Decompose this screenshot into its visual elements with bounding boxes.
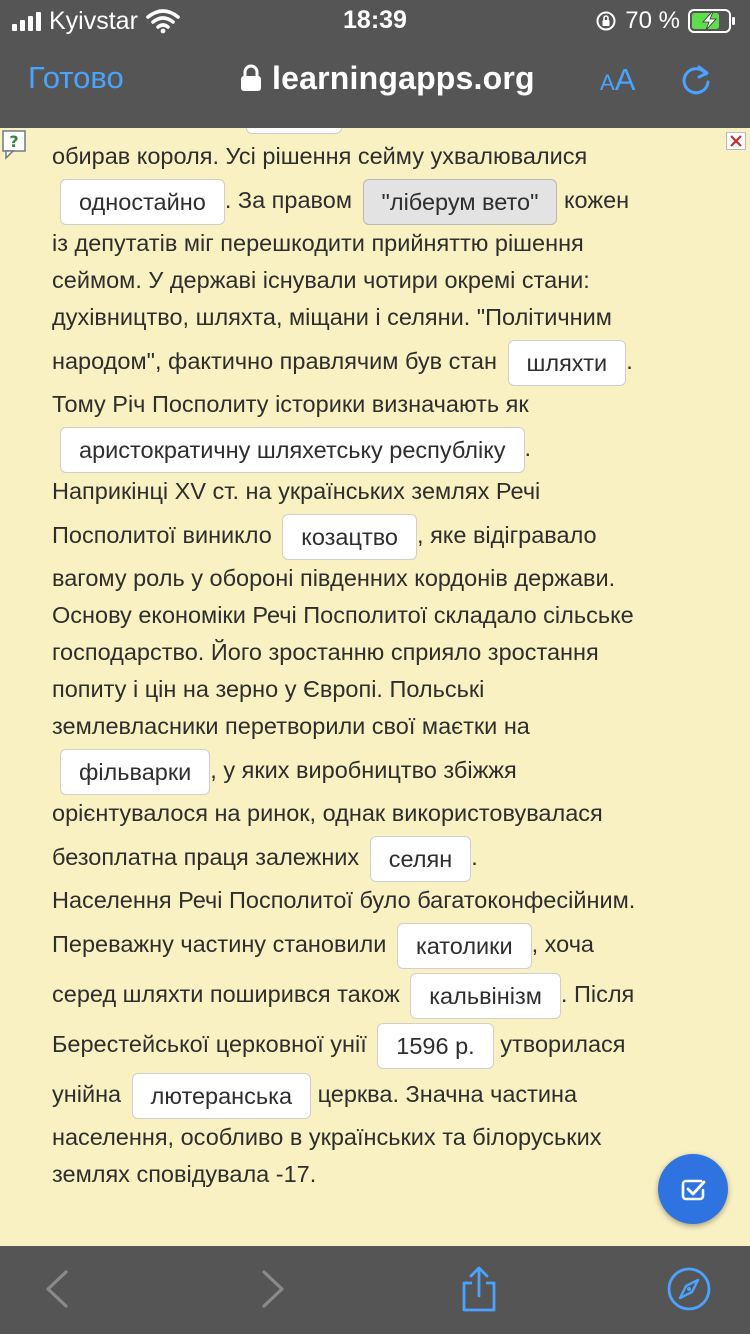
forward-arrow-icon[interactable] bbox=[250, 1266, 296, 1312]
text-line bbox=[52, 1156, 702, 1193]
rotation-lock-icon bbox=[595, 10, 617, 32]
text-fragment: , у яких виробництво збіжжя bbox=[210, 757, 517, 783]
answer-blank[interactable]: селян bbox=[370, 836, 471, 882]
text-fragment: , яке відігравало bbox=[417, 522, 597, 548]
text-fragment: Тому Річ Посполиту історики визначають як bbox=[52, 391, 529, 417]
answer-blank[interactable]: аристократичну шляхетську республіку bbox=[60, 427, 525, 473]
text-line bbox=[52, 423, 702, 473]
text-line bbox=[52, 299, 702, 336]
text-fragment: Основу економіки Речі Посполитої складало сільське bbox=[52, 602, 634, 628]
text-fragment: Посполитої виникло bbox=[52, 522, 272, 548]
answer-blank[interactable]: католики bbox=[397, 923, 532, 969]
text-line bbox=[52, 919, 702, 969]
text-fragment: сеймом. У державі існували чотири окремі стани: bbox=[52, 267, 590, 293]
text-line bbox=[52, 795, 702, 832]
text-line bbox=[52, 1019, 702, 1069]
padlock-icon bbox=[240, 64, 262, 92]
answer-blank-partial[interactable] bbox=[246, 128, 342, 134]
text-fragment: Переважну частину становили bbox=[52, 931, 387, 957]
answer-blank[interactable]: козацтво bbox=[282, 514, 417, 560]
text-line bbox=[52, 969, 702, 1019]
text-fragment: . bbox=[471, 844, 478, 870]
text-fragment: кожен bbox=[564, 187, 630, 213]
check-icon bbox=[677, 1173, 709, 1205]
text-line bbox=[52, 336, 702, 386]
clock: 18:39 bbox=[343, 6, 407, 34]
text-size-small-glyph: A bbox=[600, 70, 615, 95]
text-line bbox=[52, 882, 702, 919]
text-line bbox=[52, 708, 702, 745]
text-fragment: духівництво, шляхта, міщани і селяни. "Політичним bbox=[52, 304, 612, 330]
answer-blank-selected[interactable]: "ліберум вето" bbox=[363, 179, 558, 225]
answer-blank[interactable]: фільварки bbox=[60, 749, 210, 795]
text-fragment: орієнтувалося на ринок, однак використовувалася bbox=[52, 800, 603, 826]
answer-blank[interactable]: 1596 р. bbox=[377, 1023, 493, 1069]
fullscreen-toggle-icon[interactable] bbox=[726, 132, 746, 150]
text-line bbox=[52, 560, 702, 597]
text-fragment: утворилася bbox=[500, 1031, 626, 1057]
answer-blank[interactable]: кальвінізм bbox=[410, 973, 561, 1019]
reload-icon[interactable] bbox=[676, 60, 716, 100]
svg-text:?: ? bbox=[9, 132, 19, 151]
text-fragment: . За правом bbox=[224, 187, 352, 213]
text-line bbox=[52, 745, 702, 795]
carrier-name: Kyivstar bbox=[49, 6, 138, 35]
text-line bbox=[52, 671, 702, 708]
text-line bbox=[52, 510, 702, 560]
text-size-button[interactable] bbox=[600, 62, 635, 98]
text-line bbox=[52, 832, 702, 882]
text-fragment: населення, особливо в українських та білоруських bbox=[52, 1124, 602, 1150]
text-size-big-glyph: A bbox=[614, 62, 636, 97]
share-icon[interactable] bbox=[456, 1266, 502, 1312]
text-fragment: церква. Значна частина bbox=[317, 1081, 578, 1107]
check-answers-button[interactable] bbox=[658, 1154, 728, 1224]
text-line bbox=[52, 386, 702, 423]
text-fragment: безоплатна праця залежних bbox=[52, 844, 360, 870]
text-fragment: серед шляхти поширився також bbox=[52, 981, 400, 1007]
answer-blank[interactable]: шляхти bbox=[508, 340, 627, 386]
battery-percentage: 70 % bbox=[625, 7, 680, 34]
text-line bbox=[52, 262, 702, 299]
url-text: learningapps.org bbox=[272, 59, 535, 96]
text-line bbox=[52, 473, 702, 510]
text-fragment: вагому роль у обороні південних кордонів держави. bbox=[52, 565, 616, 591]
browser-nav-bar bbox=[0, 40, 750, 128]
status-bar bbox=[0, 0, 750, 40]
text-fragment: унійна bbox=[52, 1081, 122, 1107]
text-fragment: . bbox=[524, 435, 532, 461]
back-arrow-icon[interactable] bbox=[36, 1266, 82, 1312]
text-line bbox=[52, 225, 702, 262]
text-line bbox=[52, 138, 702, 175]
exercise-text bbox=[52, 138, 702, 1193]
text-fragment: . Після bbox=[560, 981, 635, 1007]
text-fragment: Наприкінці XV ст. на українських землях Речі bbox=[52, 478, 541, 504]
text-fragment: обирав короля. Усі рішення сейму ухвалювалися bbox=[52, 143, 588, 169]
text-fragment: народом", фактично правлячим був стан bbox=[52, 348, 497, 374]
text-fragment: , хоча bbox=[531, 931, 595, 957]
text-fragment: господарство. Його зростанню сприяло зростання bbox=[52, 639, 599, 665]
text-line bbox=[52, 1119, 702, 1156]
status-right bbox=[595, 7, 736, 35]
text-line bbox=[52, 597, 702, 634]
done-button[interactable]: Готово bbox=[28, 60, 124, 95]
answer-blank[interactable]: одностайно bbox=[60, 179, 225, 225]
browser-toolbar bbox=[0, 1246, 750, 1334]
exercise-area bbox=[0, 128, 750, 1246]
text-line bbox=[52, 175, 702, 225]
text-fragment: . bbox=[626, 348, 633, 374]
text-fragment: землевласники перетворили свої маєтки на bbox=[52, 713, 530, 739]
help-icon[interactable] bbox=[2, 130, 28, 160]
text-fragment: попиту і цін на зерно у Європі. Польські bbox=[52, 676, 485, 702]
text-fragment: із депутатів міг перешкодити прийняттю рішення bbox=[52, 230, 584, 256]
text-fragment: Берестейської церковної унії bbox=[52, 1031, 367, 1057]
text-line bbox=[52, 634, 702, 671]
battery-charging-icon bbox=[688, 8, 736, 34]
compass-icon[interactable] bbox=[666, 1266, 712, 1312]
answer-blank[interactable]: лютеранська bbox=[132, 1073, 311, 1119]
text-line bbox=[52, 1069, 702, 1119]
text-fragment: землях сповідувала -17. bbox=[52, 1161, 317, 1187]
text-fragment: Населення Речі Посполитої було багатоконфесійним. bbox=[52, 887, 636, 913]
address-bar[interactable] bbox=[240, 58, 535, 98]
